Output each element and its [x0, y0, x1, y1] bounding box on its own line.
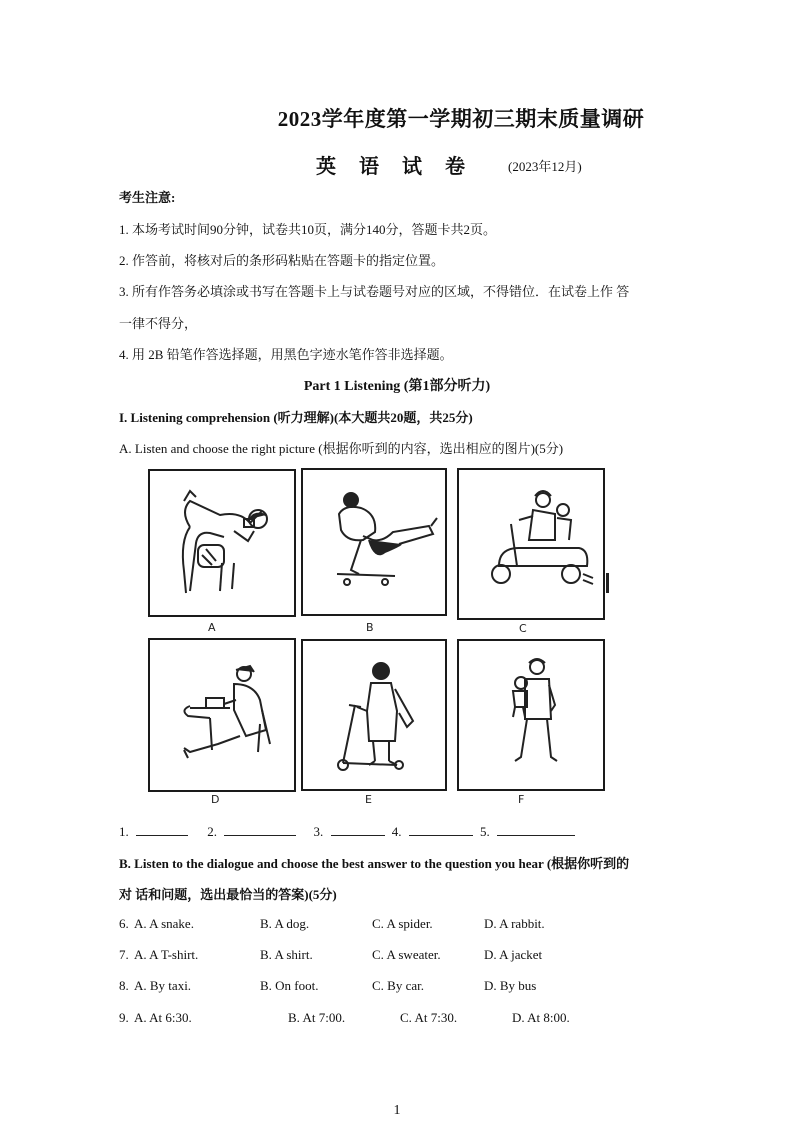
option-a[interactable]: A. At 6:30.: [134, 1010, 192, 1025]
option-a[interactable]: A. By taxi.: [134, 978, 192, 993]
option-b[interactable]: B. On foot.: [260, 978, 319, 993]
section-1-heading: I. Listening comprehension (听力理解)(本大题共20题，共25分): [119, 410, 473, 425]
option-d[interactable]: D. A rabbit.: [484, 916, 545, 931]
section-b-instructions-line2: 对 话和问题，选出最恰当的答案)(5分): [119, 887, 337, 902]
question-number: 7.: [119, 947, 129, 962]
exam-title: 2023学年度第一学期初三期末质量调研: [277, 107, 645, 131]
picture-f-letter: F: [518, 793, 525, 806]
subtitle-row: [316, 150, 582, 179]
two-people-on-scooter-icon: [459, 470, 603, 618]
option-a[interactable]: A. A T-shirt.: [134, 947, 199, 962]
text-cursor-mark: [606, 573, 609, 593]
answer-label: 3.: [313, 824, 324, 839]
option-c[interactable]: C. By car.: [372, 978, 424, 993]
note-item: 3. 所有作答务必填涂或书写在答题卡上与试卷题号对应的区域，不得错位．在试卷上作 答: [119, 284, 630, 299]
picture-d: [148, 638, 296, 792]
option-c[interactable]: C. A spider.: [372, 916, 433, 931]
question-number: 9.: [119, 1010, 129, 1025]
parent-carrying-child-icon: [459, 641, 603, 789]
person-reading-in-chair-icon: [150, 471, 294, 615]
question-number: 8.: [119, 978, 129, 993]
option-a[interactable]: A. A snake.: [134, 916, 194, 931]
skateboarder-icon: [303, 470, 445, 614]
section-b-instructions-line1: B. Listen to the dialogue and choose the best answer to the question you hear (根据你听到的: [119, 856, 630, 871]
part1-heading: Part 1 Listening (第1部分听力): [303, 379, 491, 394]
person-with-laptop-in-chair-icon: [150, 640, 294, 790]
exam-subject: 英 语 试 卷: [316, 156, 474, 178]
answer-blank-1[interactable]: [136, 823, 188, 836]
option-c[interactable]: C. A sweater.: [372, 947, 441, 962]
person-with-kick-scooter-icon: [303, 641, 445, 789]
answer-blank-2[interactable]: [224, 823, 296, 836]
option-d[interactable]: D. A jacket: [484, 947, 543, 962]
answer-label: 4.: [391, 824, 402, 839]
picture-a-letter: A: [208, 621, 216, 634]
answer-blank-5[interactable]: [497, 823, 575, 836]
picture-e: [301, 639, 447, 791]
picture-a: [148, 469, 296, 617]
option-d[interactable]: D. At 8:00.: [512, 1010, 570, 1025]
picture-b-letter: B: [366, 621, 374, 634]
picture-f: [457, 639, 605, 791]
exam-date: (2023年12月): [508, 159, 582, 174]
picture-c: [457, 468, 605, 620]
answer-blank-3[interactable]: [331, 823, 385, 836]
option-b[interactable]: B. At 7:00.: [288, 1010, 346, 1025]
picture-b: [301, 468, 447, 616]
notes-heading: 考生注意:: [119, 190, 176, 205]
picture-d-letter: D: [211, 793, 220, 806]
answer-blanks-row: [119, 823, 575, 840]
page-number: 1: [393, 1103, 401, 1118]
picture-e-letter: E: [365, 793, 372, 806]
option-b[interactable]: B. A dog.: [260, 916, 310, 931]
picture-c-letter: C: [519, 622, 527, 635]
option-b[interactable]: B. A shirt.: [260, 947, 313, 962]
section-a-instructions: A. Listen and choose the right picture (根据你听到的内容，选出相应的图片)(5分): [119, 441, 564, 456]
answer-label: 1.: [119, 824, 129, 839]
note-item: 4. 用 2B 铅笔作答选择题，用黑色字迹水笔作答非选择题。: [119, 347, 453, 362]
answer-label: 5.: [480, 824, 490, 839]
answer-blank-4[interactable]: [409, 823, 473, 836]
option-c[interactable]: C. At 7:30.: [400, 1010, 458, 1025]
answer-label: 2.: [207, 824, 217, 839]
note-item: 2. 作答前，将核对后的条形码粘贴在答题卡的指定位置。: [119, 253, 445, 268]
option-d[interactable]: D. By bus: [484, 978, 537, 993]
note-item: 1. 本场考试时间90分钟，试卷共10页，满分140分，答题卡共2页。: [119, 222, 497, 237]
question-number: 6.: [119, 916, 129, 931]
note-item: 一律不得分，: [119, 316, 198, 331]
